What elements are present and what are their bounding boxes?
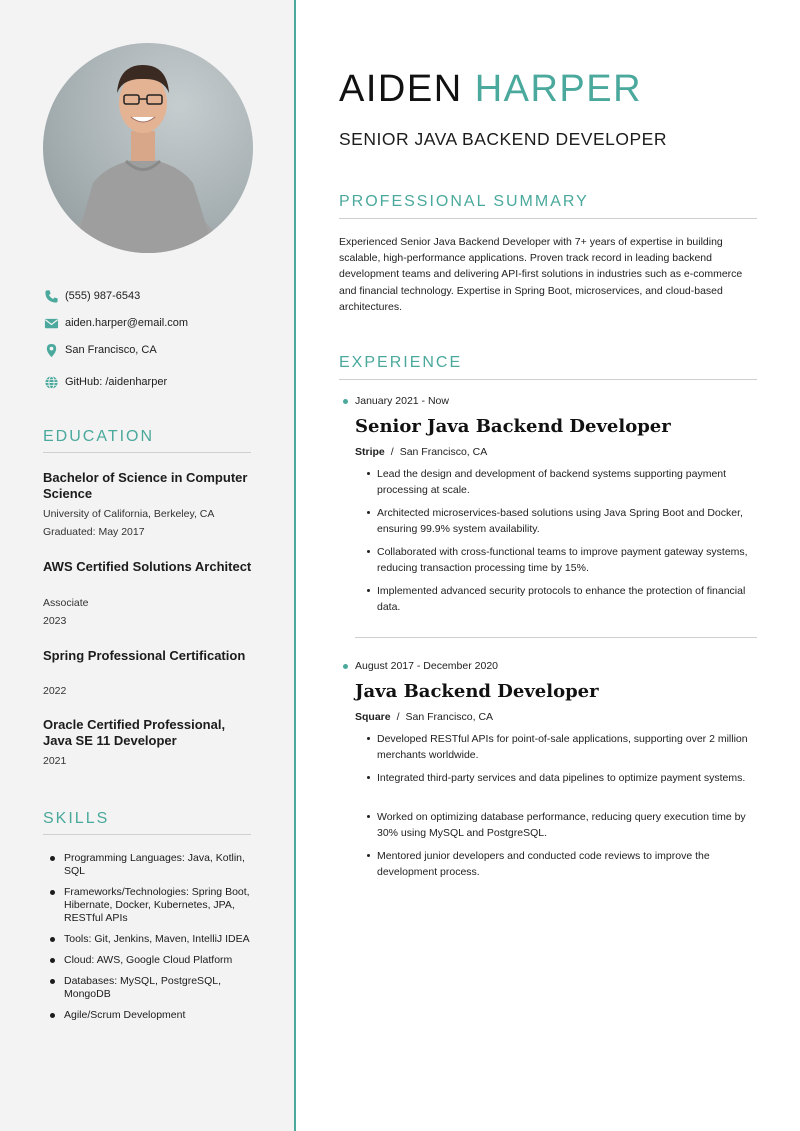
contact-location — [43, 342, 157, 358]
job-bullet: Implemented advanced security protocols to enhance the protection of financial data. — [377, 583, 757, 615]
job-bullet: Developed RESTful APIs for point-of-sale applications, supporting over 2 million merchants worldwide. — [377, 731, 757, 763]
job-bullet: Architected microservices-based solutions using Java Spring Boot and Docker, ensuring 99.9% system availability. — [377, 505, 757, 537]
job-dates: August 2017 - December 2020 — [355, 660, 499, 672]
job-bullet: Mentored junior developers and conducted code reviews to improve the development process. — [377, 848, 757, 880]
summary-text: Experienced Senior Java Backend Developer with 7+ years of expertise in building scalable, high-performance applications. Proven track record in leading backend development teams and delivering API-first solutions in industries such as e-commerce and financial technology. Expertise in Spring Boot, microservices, and cloud-based architectures. — [339, 236, 743, 313]
education-heading: EDUCATION — [43, 428, 251, 453]
certification-title: Spring Professional Certification — [43, 648, 246, 663]
company-separator: / — [396, 711, 400, 723]
skill-item: Databases: MySQL, PostgreSQL, MongoDB — [64, 975, 264, 1001]
skill-item: Programming Languages: Java, Kotlin, SQL — [64, 852, 264, 878]
company-name: Square — [355, 711, 391, 723]
education-detail: Graduated: May 2017 — [43, 526, 145, 538]
github-text: GitHub: /aidenharper — [65, 376, 168, 388]
education-detail: University of California, Berkeley, CA — [43, 508, 215, 520]
globe-icon — [43, 374, 59, 390]
email-icon — [43, 315, 59, 331]
timeline-dot — [343, 664, 348, 669]
contact-github[interactable] — [43, 374, 167, 390]
certification-title: Oracle Certified Professional, Java SE 11 Developer — [43, 717, 226, 748]
contact-phone[interactable] — [43, 288, 140, 304]
skill-item: Cloud: AWS, Google Cloud Platform — [64, 954, 264, 967]
contact-email[interactable] — [43, 315, 188, 331]
job-company-line — [355, 711, 493, 723]
education-title: Bachelor of Science in Computer Science — [43, 470, 248, 501]
location-pin-icon — [43, 342, 59, 358]
job-title: Java Backend Developer — [355, 681, 599, 702]
job-bullet: Integrated third-party services and data pipelines to optimize payment systems. — [377, 770, 757, 786]
column-divider — [294, 0, 296, 1131]
last-name: HARPER — [474, 68, 643, 110]
timeline-dot — [343, 399, 348, 404]
skill-item: Frameworks/Technologies: Spring Boot, Hibernate, Docker, Kubernetes, JPA, RESTful APIs — [64, 886, 264, 925]
job-divider — [355, 637, 757, 638]
job-bullet: Collaborated with cross-functional teams to improve payment gateway systems, reducing transaction processing time by 15%. — [377, 544, 757, 576]
first-name: AIDEN — [339, 68, 463, 110]
certification-detail: 2022 — [43, 685, 67, 697]
profile-photo — [43, 43, 253, 253]
candidate-name — [339, 68, 642, 111]
email-text: aiden.harper@email.com — [65, 317, 189, 329]
company-separator: / — [390, 446, 394, 458]
job-role: SENIOR JAVA BACKEND DEVELOPER — [339, 129, 667, 149]
company-name: Stripe — [355, 446, 385, 458]
company-location: San Francisco, CA — [399, 446, 488, 458]
job-bullet: Lead the design and development of backend systems supporting payment processing at scale. — [377, 466, 757, 498]
skill-item: Tools: Git, Jenkins, Maven, IntelliJ IDEA — [64, 933, 264, 946]
certification-title: AWS Certified Solutions Architect — [43, 559, 252, 574]
job-title: Senior Java Backend Developer — [355, 416, 671, 437]
certification-detail: Associate — [43, 597, 89, 609]
skills-heading: SKILLS — [43, 810, 251, 835]
experience-heading: EXPERIENCE — [339, 354, 757, 380]
job-bullet: Worked on optimizing database performance, reducing query execution time by 30% using MySQL and PostgreSQL. — [377, 809, 757, 841]
job-dates: January 2021 - Now — [355, 395, 449, 407]
certification-detail: 2023 — [43, 615, 67, 627]
company-location: San Francisco, CA — [405, 711, 494, 723]
location-text: San Francisco, CA — [65, 344, 157, 356]
phone-text: (555) 987-6543 — [65, 290, 141, 302]
skill-item: Agile/Scrum Development — [64, 1009, 264, 1022]
job-company-line — [355, 446, 487, 458]
certification-detail: 2021 — [43, 755, 67, 767]
avatar-illustration — [43, 43, 253, 253]
phone-icon — [43, 288, 59, 304]
summary-heading: PROFESSIONAL SUMMARY — [339, 193, 757, 219]
